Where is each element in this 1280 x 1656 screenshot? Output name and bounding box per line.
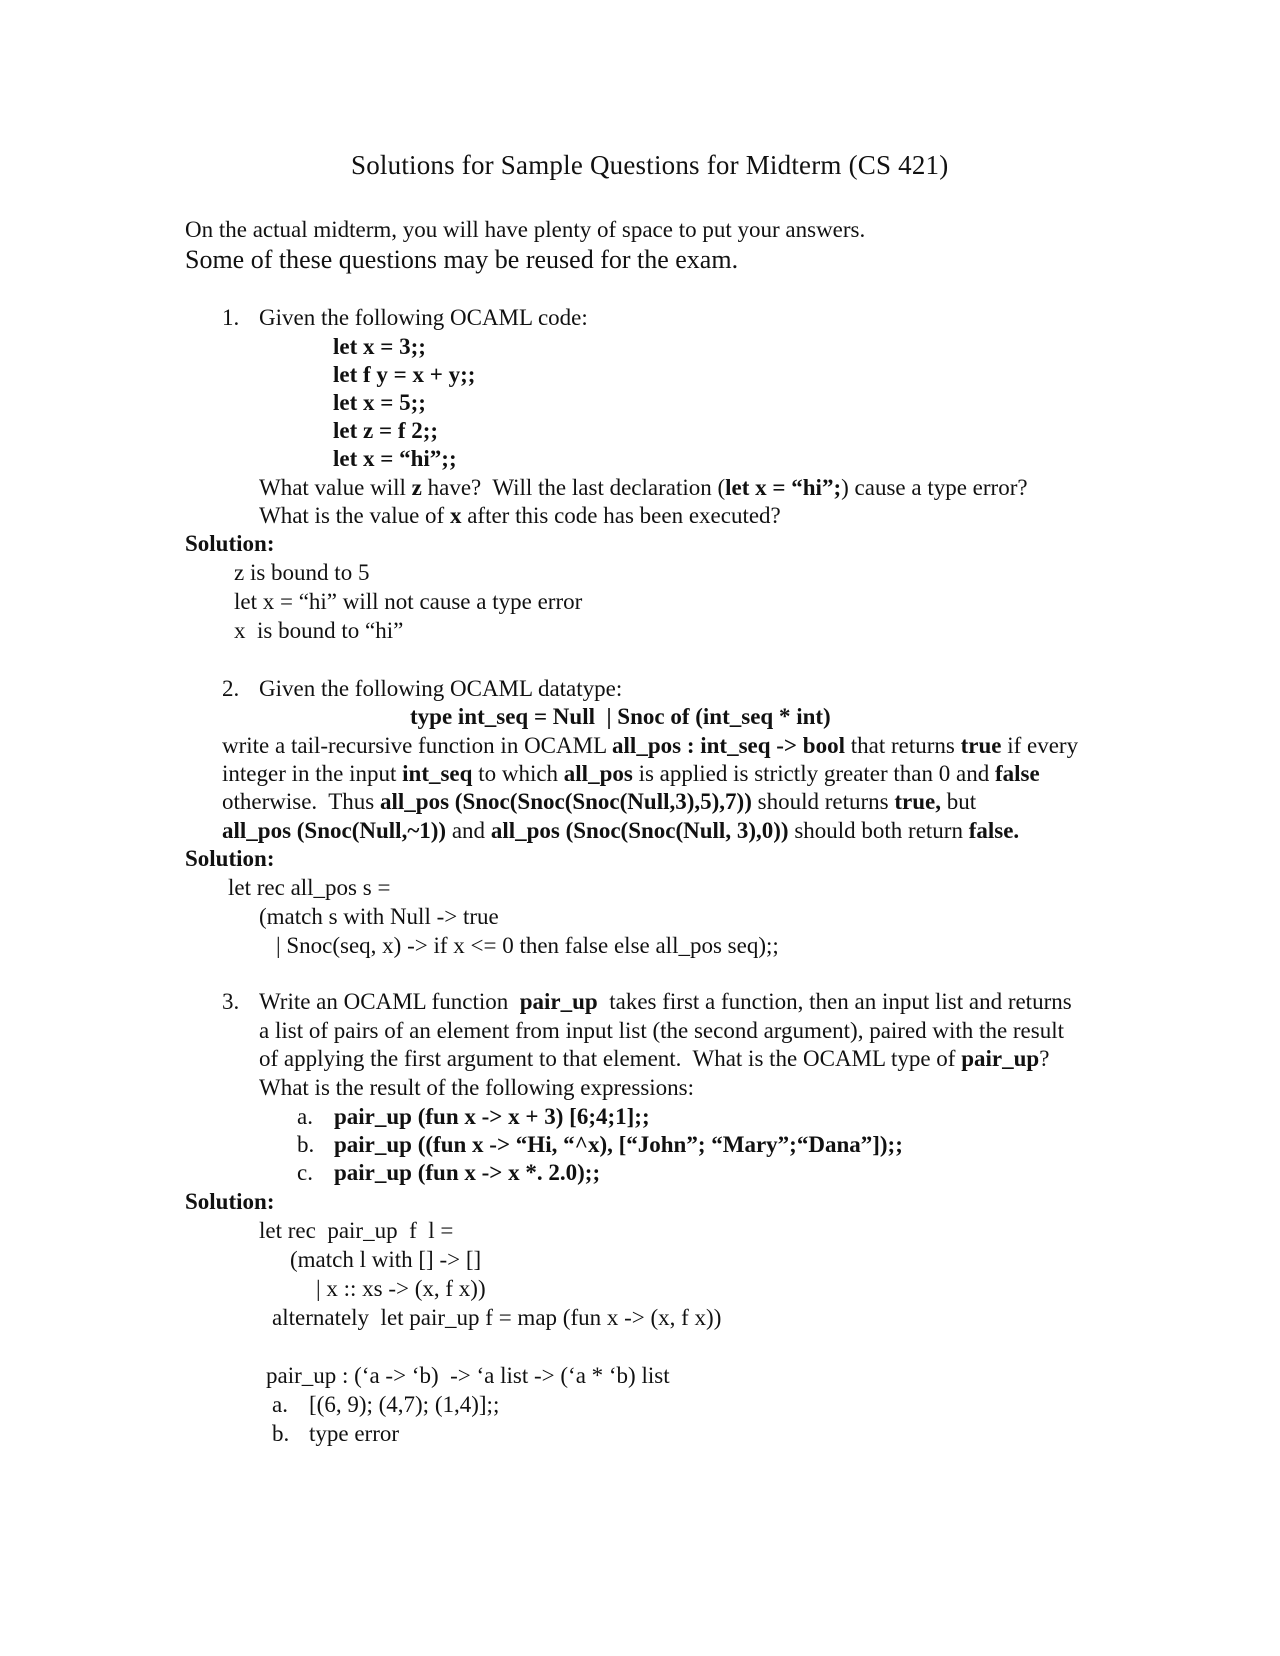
solution-label: Solution: [185, 531, 275, 556]
solution-line: | Snoc(seq, x) -> if x <= 0 then false else all_pos seq);; [276, 933, 779, 958]
item-expression: pair_up (fun x -> x *. 2.0);; [334, 1160, 601, 1185]
page-title: Solutions for Sample Questions for Midterm (CS 421) [351, 150, 949, 180]
answer-label: b. [272, 1421, 290, 1446]
question-text: integer in the input int_seq to which all_pos is applied is strictly greater than 0 and false [222, 761, 1040, 786]
answer-text: [(6, 9); (4,7); (1,4)];; [309, 1392, 500, 1417]
item-label: a. [297, 1104, 313, 1129]
question-text: of applying the first argument to that element. What is the OCAML type of pair_up? [259, 1046, 1050, 1071]
question-text: What is the result of the following expressions: [259, 1075, 695, 1100]
solution-line: let rec pair_up f l = [259, 1218, 454, 1243]
solution-line: pair_up : (‘a -> ‘b) -> ‘a list -> (‘a * ‘b) list [266, 1363, 670, 1388]
solution-line: let x = “hi” will not cause a type error [234, 589, 583, 614]
solution-line: let rec all_pos s = [228, 875, 391, 900]
item-label: c. [297, 1160, 313, 1185]
question-number: 1. [222, 305, 240, 330]
question-text: What is the value of x after this code has been executed? [259, 503, 781, 528]
solution-line: | x :: xs -> (x, f x)) [316, 1276, 486, 1301]
code-line: let x = “hi”;; [333, 446, 457, 471]
intro-line-2: Some of these questions may be reused for the exam. [185, 245, 739, 274]
solution-line: alternately let pair_up f = map (fun x -> (x, f x)) [272, 1305, 722, 1330]
solution-line: z is bound to 5 [234, 560, 370, 585]
solution-line: (match l with [] -> [] [290, 1247, 482, 1272]
answer-text: type error [309, 1421, 400, 1446]
question-number: 2. [222, 676, 240, 701]
type-declaration: type int_seq = Null | Snoc of (int_seq * int) [410, 704, 831, 729]
code-line: let x = 3;; [333, 334, 426, 359]
question-text: What value will z have? Will the last declaration (let x = “hi”;) cause a type error? [259, 475, 1028, 500]
item-label: b. [297, 1132, 315, 1157]
answer-label: a. [272, 1392, 288, 1417]
intro-line-1: On the actual midterm, you will have plenty of space to put your answers. [185, 217, 866, 242]
question-number: 3. [222, 989, 240, 1014]
item-expression: pair_up (fun x -> x + 3) [6;4;1];; [334, 1104, 650, 1129]
code-line: let z = f 2;; [333, 418, 439, 443]
question-text: all_pos (Snoc(Null,~1)) and all_pos (Snoc(Snoc(Null, 3),0)) should both return false. [222, 818, 1020, 843]
solution-line: (match s with Null -> true [259, 904, 499, 929]
question-text: otherwise. Thus all_pos (Snoc(Snoc(Snoc(Null,3),5),7)) should returns true, but [222, 789, 977, 814]
question-prompt: Given the following OCAML code: [259, 305, 588, 330]
question-text: Write an OCAML function pair_up takes first a function, then an input list and returns [259, 989, 1072, 1014]
question-text: write a tail-recursive function in OCAML all_pos : int_seq -> bool that returns true if every [222, 733, 1079, 758]
code-line: let f y = x + y;; [333, 362, 476, 387]
code-line: let x = 5;; [333, 390, 426, 415]
question-prompt: Given the following OCAML datatype: [259, 676, 623, 701]
solution-line: x is bound to “hi” [234, 618, 404, 643]
item-expression: pair_up ((fun x -> “Hi, “^x), [“John”; “Mary”;“Dana”]);; [334, 1132, 903, 1157]
question-text: a list of pairs of an element from input list (the second argument), paired with the result [259, 1018, 1064, 1043]
solution-label: Solution: [185, 846, 275, 871]
solution-label: Solution: [185, 1189, 275, 1214]
